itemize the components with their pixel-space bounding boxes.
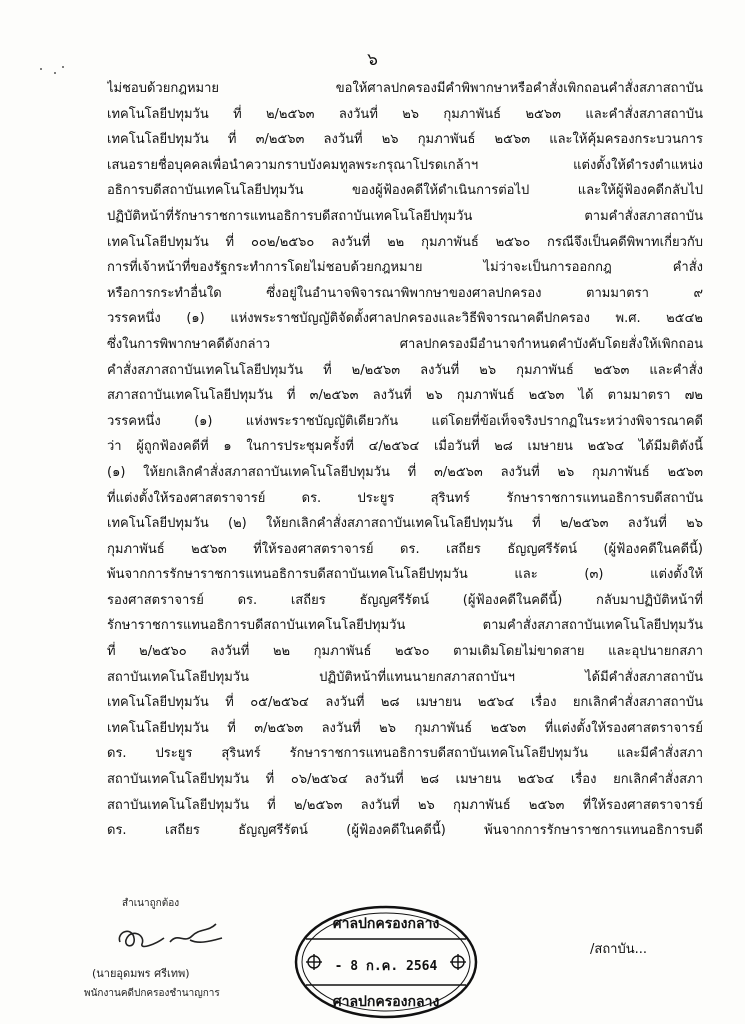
page-number: ๖ [367, 50, 378, 70]
body-line: รักษาราชการแทนอธิการบดีสถาบันเทคโนโลยีปทุมวัน ตามคำสั่งสภาสถาบันเทคโนโลยีปทุมวัน [107, 618, 703, 634]
body-line: สถาบันเทคโนโลยีปทุมวัน ที่ ๒/๒๕๖๓ ลงวันที่ ๒๖ กุมภาพันธ์ ๒๕๖๓ ที่ให้รองศาสตราจารย์ [107, 797, 703, 813]
signer-position: พนักงานคดีปกครองชำนาญการ [84, 988, 220, 999]
stamp-top-text: ศาลปกครองกลาง [332, 916, 440, 932]
body-line: เทคโนโลยีปทุมวัน ที่ ๐๕/๒๕๖๔ ลงวันที่ ๒๘ เมษายน ๒๕๖๔ เรื่อง ยกเลิกคำสั่งสภาสถาบัน [107, 695, 703, 711]
body-line: วรรคหนึ่ง (๑) แห่งพระราชบัญญัติจัดตั้งศาลปกครองและวิธีพิจารณาคดีปกครอง พ.ศ. ๒๕๔๒ [107, 311, 703, 327]
body-line: เทคโนโลยีปทุมวัน ที่ ๓/๒๕๖๓ ลงวันที่ ๒๖ กุมภาพันธ์ ๒๕๖๓ และให้คุ้มครองกระบวนการ [107, 132, 703, 148]
body-line: ที่ ๒/๒๕๖๐ ลงวันที่ ๒๒ กุมภาพันธ์ ๒๕๖๐ ตามเดิมโดยไม่ขาดสาย และอุปนายกสภา [107, 644, 703, 660]
body-line: เทคโนโลยีปทุมวัน (๒) ให้ยกเลิกคำสั่งสภาสถาบันเทคโนโลยีปทุมวัน ที่ ๒/๒๕๖๓ ลงวันที่ ๒๖ [107, 516, 703, 532]
body-line: สถาบันเทคโนโลยีปทุมวัน ที่ ๐๖/๒๕๖๔ ลงวันที่ ๒๘ เมษายน ๒๕๖๔ เรื่อง ยกเลิกคำสั่งสภา [107, 772, 703, 788]
body-line: ไม่ชอบด้วยกฎหมาย ขอให้ศาลปกครองมีคำพิพากษาหรือคำสั่งเพิกถอนคำสั่งสภาสถาบัน [107, 81, 703, 96]
body-line: ที่แต่งตั้งให้รองศาสตราจารย์ ดร. ประยูร สุรินทร์ รักษาราชการแทนอธิการบดีสถาบัน [107, 490, 703, 506]
body-line: ดร. เสถียร ธัญญศรีรัตน์ (ผู้ฟ้องคดีในคดีนี้) พ้นจากการรักษาราชการแทนอธิการบดี [107, 823, 703, 839]
signer-name: (นายอุดมพร ศรีเทพ) [92, 967, 190, 980]
body-line: สภาสถาบันเทคโนโลยีปทุมวัน ที่ ๓/๒๕๖๓ ลงวันที่ ๒๖ กุมภาพันธ์ ๒๕๖๓ ได้ ตามมาตรา ๗๒ [107, 388, 703, 404]
body-line: อธิการบดีสถาบันเทคโนโลยีปทุมวัน ของผู้ฟ้องคดีให้ดำเนินการต่อไป และให้ผู้ฟ้องคดีกลับไป [107, 183, 703, 199]
stamp-bottom-text: ศาลปกครองกลาง [332, 994, 440, 1010]
body-line: การที่เจ้าหน้าที่ของรัฐกระทำการโดยไม่ชอบด้วยกฎหมาย ไม่ว่าจะเป็นการออกกฎ คำสั่ง [107, 260, 703, 276]
body-line: เทคโนโลยีปทุมวัน ที่ ๓/๒๕๖๓ ลงวันที่ ๒๖ กุมภาพันธ์ ๒๕๖๓ ที่แต่งตั้งให้รองศาสตราจารย์ [107, 720, 703, 736]
body-line: คำสั่งสภาสถาบันเทคโนโลยีปทุมวัน ที่ ๒/๒๕๖๓ ลงวันที่ ๒๖ กุมภาพันธ์ ๒๕๖๓ และคำสั่ง [107, 362, 703, 378]
stamp-date: - 8 ก.ค. 2564 [334, 959, 438, 974]
body-line: เสนอรายชื่อบุคคลเพื่อนำความกราบบังคมทูลพระกรุณาโปรดเกล้าฯ แต่งตั้งให้ดำรงตำแหน่ง [107, 157, 703, 173]
body-line: หรือการกระทำอื่นใด ซึ่งอยู่ในอำนาจพิจารณาพิพากษาของศาลปกครอง ตามมาตรา ๙ [107, 285, 703, 301]
body-line: ดร. ประยูร สุรินทร์ รักษาราชการแทนอธิการบดีสถาบันเทคโนโลยีปทุมวัน และมีคำสั่งสภา [107, 746, 703, 762]
body-line: ว่า ผู้ถูกฟ้องคดีที่ ๑ ในการประชุมครั้งที่ ๔/๒๕๖๔ เมื่อวันที่ ๒๘ เมษายน ๒๕๖๔ ได้มีมติดังนี้ [107, 439, 703, 455]
signature-scribble [112, 914, 232, 954]
body-line: (๑) ให้ยกเลิกคำสั่งสภาสถาบันเทคโนโลยีปทุมวัน ที่ ๓/๒๕๖๓ ลงวันที่ ๒๖ กุมภาพันธ์ ๒๕๖๓ [107, 464, 703, 480]
certified-copy-label: สำเนาถูกต้อง [122, 898, 180, 909]
body-line: รองศาสตราจารย์ ดร. เสถียร ธัญญศรีรัตน์ (ผู้ฟ้องคดีในคดีนี้) กลับมาปฏิบัติหน้าที่ [107, 592, 703, 608]
body-line: ปฏิบัติหน้าที่รักษาราชการแทนอธิการบดีสถาบันเทคโนโลยีปทุมวัน ตามคำสั่งสภาสถาบัน [107, 208, 703, 224]
continuation-marker: /สถาบัน... [590, 942, 648, 957]
body-line: เทคโนโลยีปทุมวัน ที่ ๐๐๒/๒๕๖๐ ลงวันที่ ๒๒ กุมภาพันธ์ ๒๕๖๐ กรณีจึงเป็นคดีพิพาทเกี่ยวกับ [107, 234, 703, 250]
body-line: พ้นจากการรักษาราชการแทนอธิการบดีสถาบันเทคโนโลยีปทุมวัน และ (๓) แต่งตั้งให้ [107, 567, 703, 583]
body-line: ซึ่งในการพิพากษาคดีดังกล่าว ศาลปกครองมีอำนาจกำหนดคำบังคับโดยสั่งให้เพิกถอน [107, 336, 703, 352]
body-text [107, 76, 703, 844]
body-line: วรรคหนึ่ง (๑) แห่งพระราชบัญญัติเดียวกัน แต่โดยที่ข้อเท็จจริงปรากฏในระหว่างพิจารณาคดี [107, 413, 703, 429]
body-line: กุมภาพันธ์ ๒๕๖๓ ที่ให้รองศาสตราจารย์ ดร. เสถียร ธัญญศรีรัตน์ (ผู้ฟ้องคดีในคดีนี้) [107, 541, 703, 557]
court-stamp [292, 903, 480, 1021]
body-line: เทคโนโลยีปทุมวัน ที่ ๒/๒๕๖๓ ลงวันที่ ๒๖ กุมภาพันธ์ ๒๕๖๓ และคำสั่งสภาสถาบัน [107, 106, 703, 122]
body-line: สถาบันเทคโนโลยีปทุมวัน ปฏิบัติหน้าที่แทนนายกสภาสถาบันฯ ได้มีคำสั่งสภาสถาบัน [107, 669, 703, 685]
